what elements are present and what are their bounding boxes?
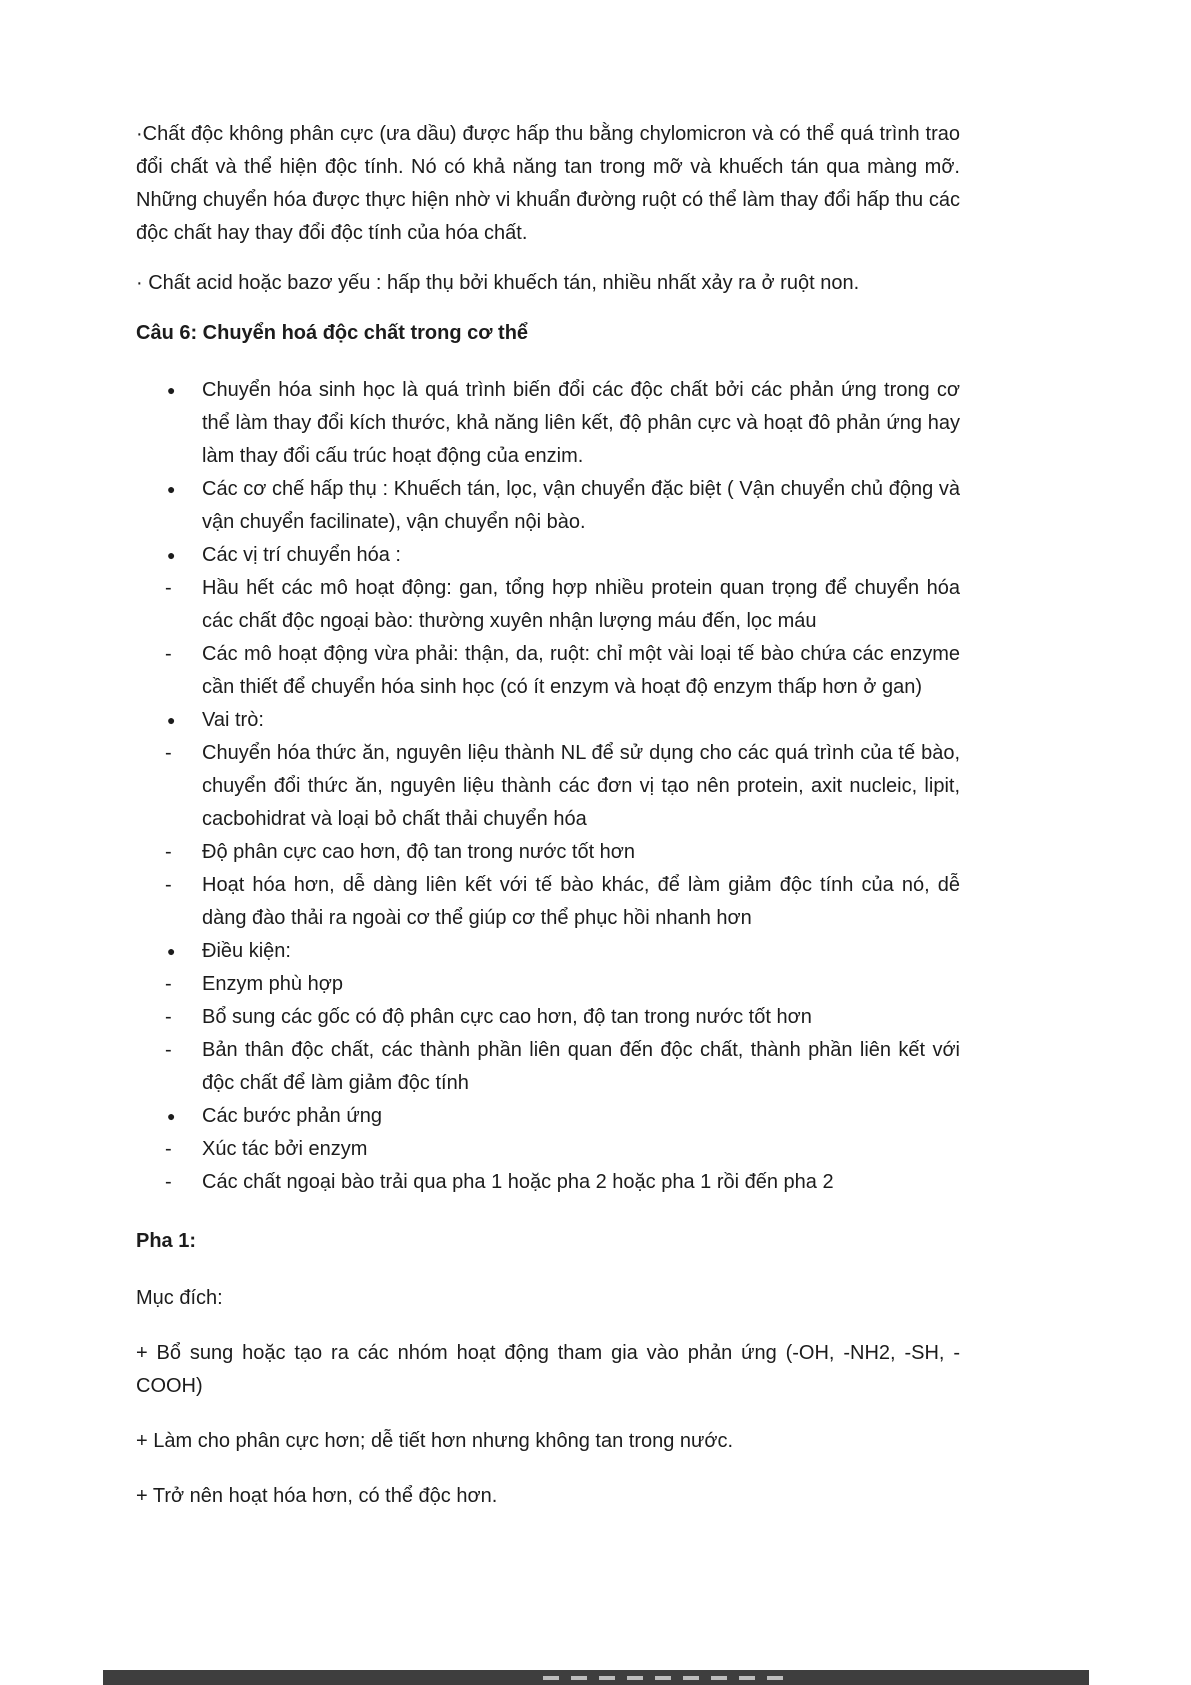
list-item xyxy=(136,737,960,836)
bullet-icon: ● xyxy=(167,547,176,563)
list-item xyxy=(136,704,960,737)
dash-marker: - xyxy=(165,577,172,599)
dash-marker: - xyxy=(165,1138,172,1160)
list-item-text: Hầu hết các mô hoạt động: gan, tổng hợp nhiều protein quan trọng để chuyển hóa các chất độc ngoại bào: thường xuyên nhận lượng máu đến, lọc máu xyxy=(202,577,960,632)
section-heading: Câu 6: Chuyển hoá độc chất trong cơ thể xyxy=(136,322,529,344)
page-break-bar xyxy=(103,1670,1089,1685)
dash-marker: - xyxy=(165,874,172,896)
dash-marker: - xyxy=(165,1006,172,1028)
bullet-list xyxy=(136,374,960,1199)
list-item xyxy=(136,968,960,1001)
list-item xyxy=(136,1034,960,1100)
list-item xyxy=(136,869,960,935)
dash-marker: - xyxy=(165,973,172,995)
paragraph: · Chất acid hoặc bazơ yếu : hấp thụ bởi khuếch tán, nhiều nhất xảy ra ở ruột non. xyxy=(136,272,860,294)
list-item xyxy=(136,572,960,638)
list-item xyxy=(136,374,960,473)
list-item xyxy=(136,1133,960,1166)
list-item-text: Các bước phản ứng xyxy=(202,1105,382,1127)
list-item-text: Xúc tác bởi enzym xyxy=(202,1138,368,1160)
page-break-dashes xyxy=(543,1676,783,1680)
dash-marker: - xyxy=(165,643,172,665)
document-body xyxy=(136,118,960,1535)
list-item-text: Chuyển hóa thức ăn, nguyên liệu thành NL để sử dụng cho các quá trình của tế bào, chuyển đổi thức ăn, nguyên liệu thành các đơn vị tạo nên protein, axit nucleic, lipit, cacbohidrat và loại bỏ chất thải chuyển hóa xyxy=(202,742,960,830)
list-item-text: Bổ sung các gốc có độ phân cực cao hơn, độ tan trong nước tốt hơn xyxy=(202,1006,812,1028)
list-item-text: Các cơ chế hấp thụ : Khuếch tán, lọc, vận chuyển đặc biệt ( Vận chuyển chủ động và vận chuyển facilinate), vận chuyển nội bào. xyxy=(202,478,960,533)
dash-marker: - xyxy=(165,1039,172,1061)
paragraph: + Trở nên hoạt hóa hơn, có thể độc hơn. xyxy=(136,1485,498,1507)
list-item xyxy=(136,935,960,968)
list-item xyxy=(136,1100,960,1133)
list-item-text: Các vị trí chuyển hóa : xyxy=(202,544,401,566)
list-item xyxy=(136,1001,960,1034)
list-item-text: Vai trò: xyxy=(202,709,264,731)
list-item-text: Chuyển hóa sinh học là quá trình biến đổi các độc chất bởi các phản ứng trong cơ thể làm thay đổi kích thước, khả năng liên kết, độ phân cực và hoạt đô phản ứng hay làm thay đổi cấu trúc hoạt động của enzim. xyxy=(202,379,960,467)
dash-marker: - xyxy=(165,742,172,764)
list-item xyxy=(136,836,960,869)
list-item-text: Bản thân độc chất, các thành phần liên quan đến độc chất, thành phần liên kết với độc chất để làm giảm độc tính xyxy=(202,1039,960,1094)
paragraph: + Làm cho phân cực hơn; dễ tiết hơn nhưng không tan trong nước. xyxy=(136,1430,734,1452)
list-item xyxy=(136,1166,960,1199)
bullet-icon: ● xyxy=(167,382,176,398)
list-item-text: Hoạt hóa hơn, dễ dàng liên kết với tế bào khác, để làm giảm độc tính của nó, dễ dàng đào thải ra ngoài cơ thể giúp cơ thể phục hồi nhanh hơn xyxy=(202,874,960,929)
section-heading: Pha 1: xyxy=(136,1230,197,1252)
list-item-text: Enzym phù hợp xyxy=(202,973,343,995)
list-item xyxy=(136,473,960,539)
paragraph: + Bổ sung hoặc tạo ra các nhóm hoạt động tham gia vào phản ứng (-OH, -NH2, -SH, -COOH) xyxy=(136,1342,960,1397)
paragraph: Mục đích: xyxy=(136,1287,223,1309)
list-item-text: Các chất ngoại bào trải qua pha 1 hoặc pha 2 hoặc pha 1 rồi đến pha 2 xyxy=(202,1171,834,1193)
paragraph: ·Chất độc không phân cực (ưa dầu) được hấp thu bằng chylomicron và có thể quá trình trao đổi chất và thể hiện độc tính. Nó có khả năng tan trong mỡ và khuếch tán qua màng mỡ. Những chuyển hóa được thực hiện nhờ vi khuẩn đường ruột có thể làm thay đổi hấp thu các độc chất hay thay đổi độc tính của hóa chất. xyxy=(136,123,960,244)
bullet-icon: ● xyxy=(167,1108,176,1124)
bullet-icon: ● xyxy=(167,481,176,497)
list-item xyxy=(136,638,960,704)
dash-marker: - xyxy=(165,841,172,863)
list-item-text: Các mô hoạt động vừa phải: thận, da, ruột: chỉ một vài loại tế bào chứa các enzyme cần thiết để chuyển hóa sinh học (có ít enzym và hoạt độ enzym thấp hơn ở gan) xyxy=(202,643,960,698)
list-item-text: Điều kiện: xyxy=(202,940,291,962)
list-item xyxy=(136,539,960,572)
bullet-icon: ● xyxy=(167,712,176,728)
list-item-text: Độ phân cực cao hơn, độ tan trong nước tốt hơn xyxy=(202,841,636,863)
bullet-icon: ● xyxy=(167,943,176,959)
dash-marker: - xyxy=(165,1171,172,1193)
